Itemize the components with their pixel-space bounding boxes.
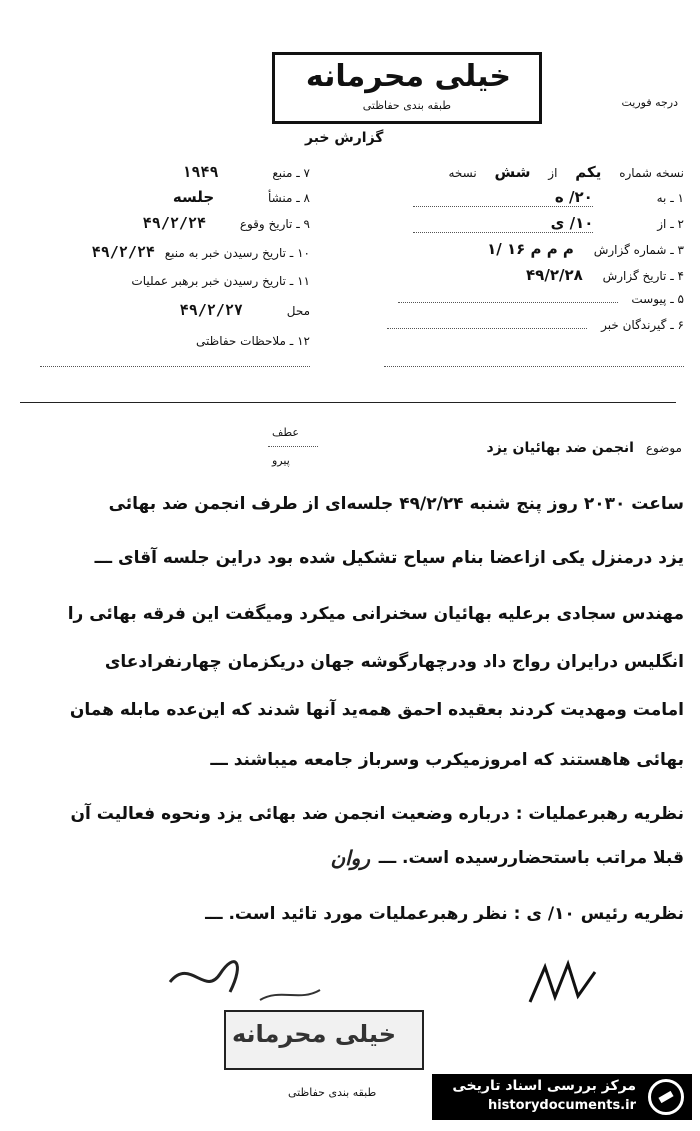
to-value: ۲۰/ ه	[413, 188, 593, 207]
stamp-bottom-text: خیلی محرمانه	[231, 1020, 396, 1048]
event-date-label: ۹ ـ تاریخ وقوع	[239, 217, 310, 231]
subject-label: موضوع	[645, 441, 682, 455]
arrival-source-value: ۴۹/۲/۲۴	[91, 243, 155, 261]
operations-leader-comment-cont: قبلا مراتب باستحضاررسیده است. ـــ	[378, 848, 684, 868]
arrival-source-label: ۱۰ ـ تاریخ رسیدن خبر به منبع	[164, 246, 310, 260]
handwritten-initials: روان	[330, 846, 370, 870]
body-line: یزد درمنزل یکی ازاعضا بنام سیاح تشکیل شده بود دراین جلسه آقای ـــ	[94, 548, 684, 568]
event-date-value: ۴۹/۲/۲۴	[142, 214, 206, 232]
body-line: مهندس سجادی برعلیه بهائیان سخنرانی میکرد ومیگفت این فرقه بهائی را	[67, 604, 684, 624]
source-field	[182, 163, 310, 181]
subject-value: انجمن ضد بهائیان یزد	[486, 440, 634, 456]
stamp-top-text: خیلی محرمانه	[305, 59, 511, 94]
signature-right-icon	[520, 952, 620, 1012]
copy-from-label: از	[548, 166, 558, 180]
copy-number-field	[448, 163, 684, 181]
from-label: ۲ ـ از	[657, 217, 684, 231]
security-notes-label: ۱۲ ـ ملاحظات حفاظتی	[196, 334, 310, 348]
arrival-source-field	[92, 243, 310, 261]
body-line: انگلیس درایران رواج داد ودرچهارگوشه جهان دریکزمان چهارنفرادعای	[104, 652, 684, 672]
classification-stamp-top	[272, 52, 542, 124]
body-line: بهائی هاهستند که امروزمیکرب وسرباز جامعه میباشند ـــ	[210, 750, 684, 770]
copies-label: نسخه	[448, 166, 477, 180]
archive-watermark	[432, 1074, 692, 1120]
recipients-field	[387, 318, 684, 332]
recipients-line	[387, 328, 587, 329]
source-label: ۷ ـ منبع	[272, 166, 310, 180]
signature-left-icon	[160, 952, 360, 1012]
report-number-field	[487, 240, 684, 258]
security-notes-field	[196, 334, 310, 348]
report-date-label: ۴ ـ تاریخ گزارش	[602, 269, 684, 283]
body-line: ساعت ۲۰۳۰ روز پنج شنبه ۴۹/۲/۲۴ جلسه‌ای از طرف انجمن ضد بهائی	[108, 494, 684, 514]
recipients-label: ۶ ـ گیرندگان خبر	[601, 318, 684, 332]
copy-number-label: نسخه شماره	[619, 166, 684, 180]
report-date-field	[526, 266, 684, 284]
watermark-url: historydocuments.ir	[487, 1098, 636, 1113]
subject-field	[487, 440, 682, 456]
header-divider	[20, 402, 676, 403]
origin-value: جلسه	[172, 188, 215, 206]
arrival-ops-label: ۱۱ ـ تاریخ رسیدن خبر برهبر عملیات	[131, 274, 310, 288]
document-title: گزارش خبر	[305, 130, 384, 146]
copy-number-value: یکم	[575, 163, 602, 181]
origin-label: ۸ ـ منشأ	[267, 191, 310, 205]
from-field	[413, 214, 684, 233]
place-field	[180, 301, 310, 319]
arrival-ops-field	[131, 274, 310, 288]
source-value: ۱۹۴۹	[182, 163, 219, 181]
event-date-field	[143, 214, 310, 232]
attachment-field	[398, 292, 684, 306]
origin-field	[173, 188, 310, 206]
watermark-name: مرکز بررسی اسناد تاریخی	[452, 1078, 636, 1094]
from-value: ۱۰/ ی	[413, 214, 593, 233]
copy-from-value: شش	[494, 163, 531, 181]
reference-label: عطف	[272, 426, 299, 439]
attachment-label: ۵ ـ پیوست	[631, 292, 684, 306]
margin-note-line	[268, 445, 318, 447]
place-label: محل	[286, 304, 310, 318]
security-notes-line	[40, 356, 310, 367]
archive-logo-icon	[648, 1079, 684, 1115]
operations-leader-comment: نظریه رهبرعملیات : درباره وضعیت انجمن ضد بهائی یزد ونحوه فعالیت آن	[70, 804, 684, 824]
arrival-ops-value: ۴۹/۲/۲۷	[179, 301, 243, 319]
attachment-line	[398, 302, 618, 303]
report-number-label: ۳ ـ شماره گزارش	[593, 243, 684, 257]
stamp-bottom-caption: طبقه بندی حفاظتی	[288, 1086, 377, 1099]
to-field	[413, 188, 684, 207]
follow-up-label: پیرو	[272, 454, 290, 467]
classification-stamp-bottom	[224, 1010, 424, 1070]
to-label: ۱ ـ به	[656, 191, 684, 205]
chief-comment: نظریه رئیس ۱۰/ ی : نظر رهبرعملیات مورد تائید است. ـــ	[205, 904, 684, 924]
report-number-value: م م م ۱۶ /۱	[487, 240, 574, 258]
recipients-extra-line	[384, 356, 684, 367]
stamp-top-caption: طبقه بندی حفاظتی	[362, 99, 451, 112]
report-date-value: ۴۹/۲/۲۸	[526, 266, 583, 284]
urgency-label: درجه فوریت	[621, 96, 678, 109]
body-line: امامت ومهدیت کردند بعقیده احمق همه‌ید آنها شدند که این‌عده مابله همان	[69, 700, 684, 720]
